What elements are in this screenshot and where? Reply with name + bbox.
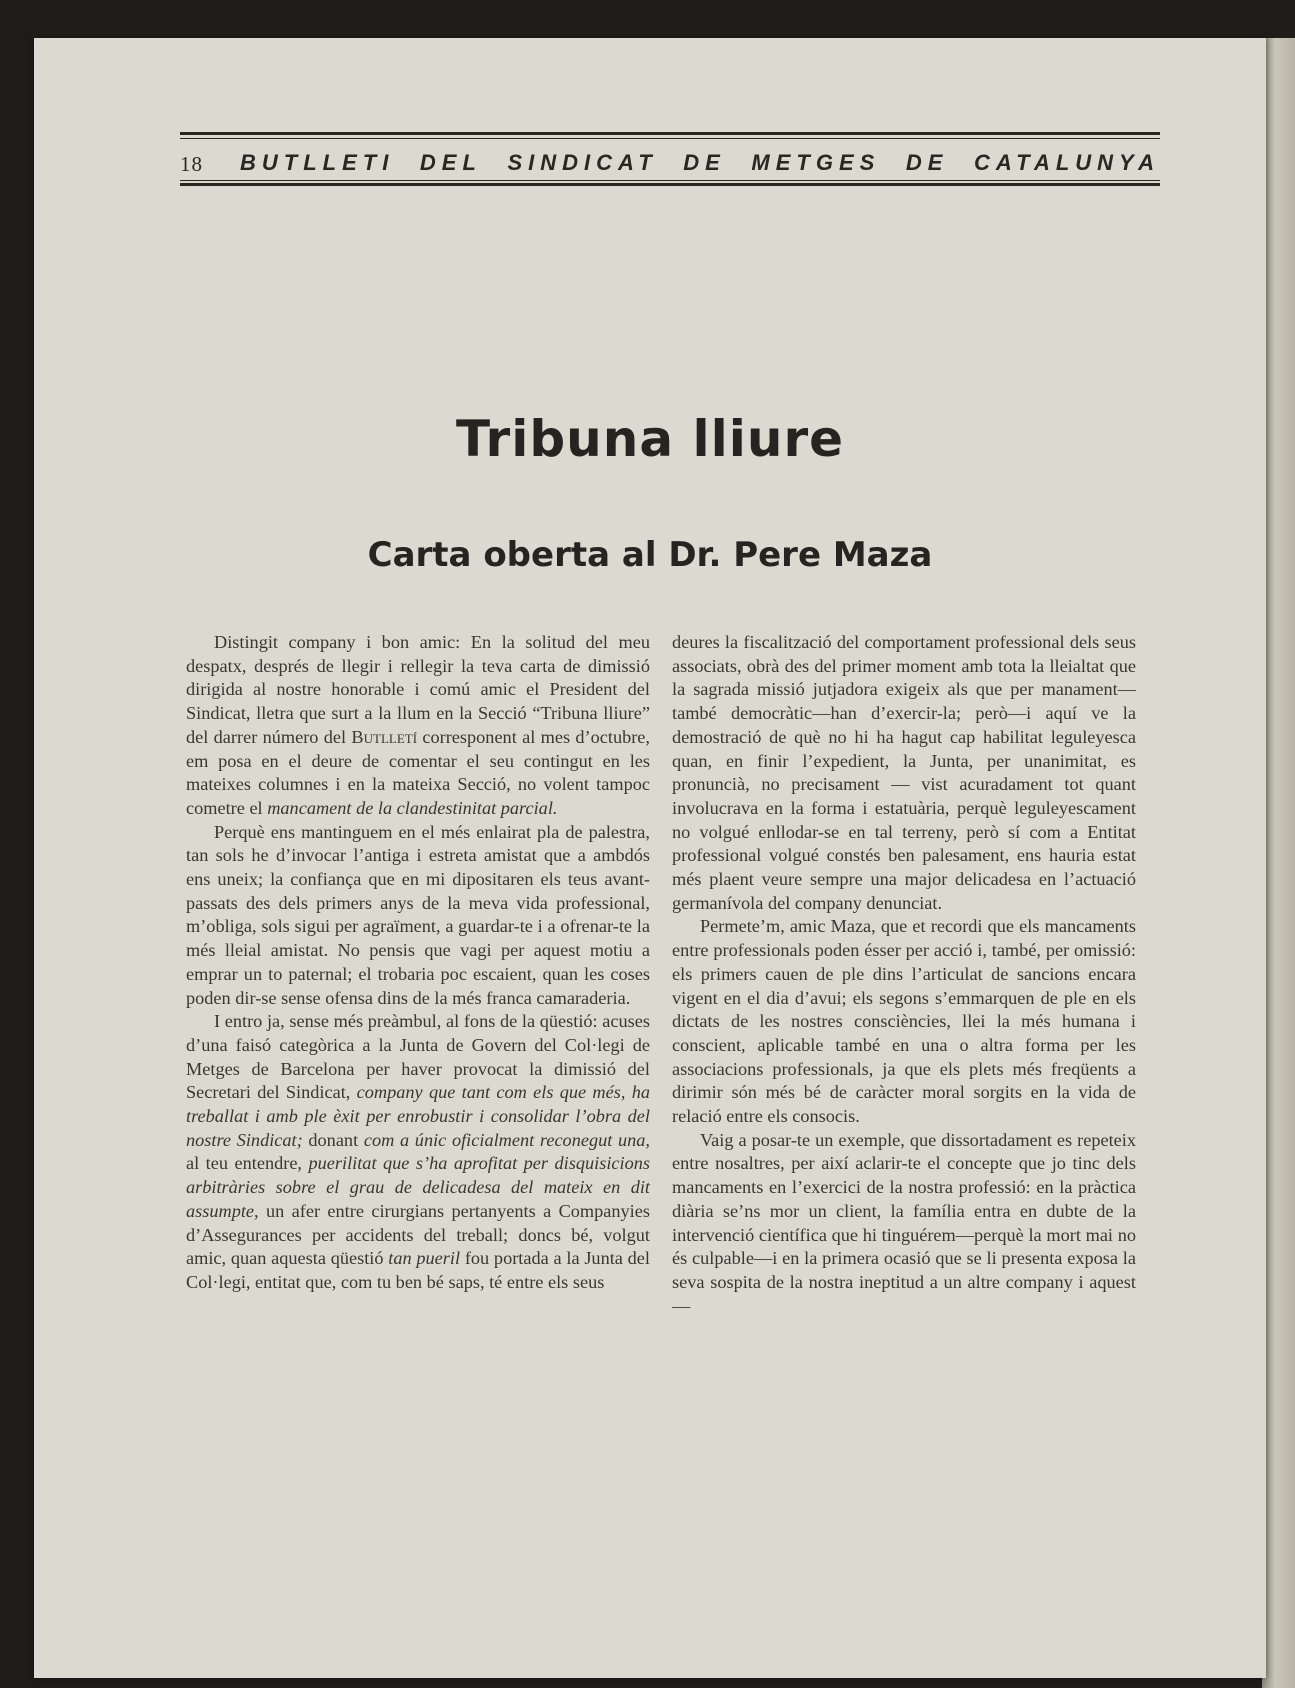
- text-run: corresponent al mes d’octubre, em posa en el deure de comentar el seu contingut en les mateixes columnes i en la mateixa Secció, no volent tampoc cometre el: [186, 726, 650, 818]
- text-run: company que tant com els que més, ha treballat i amb ple èxit per enrobustir i consolidar l’obra del nostre Sindicat;: [186, 1082, 650, 1150]
- text-run: Distingit company i bon amic: En la solitud del meu despatx, després de llegir i rellegir la teva carta de dimissió dirigida al nostre honorable i comú amic el President del Sindicat, lletra que surt a la llum en la Secció “Tribuna lliure” del darrer número del: [186, 632, 650, 747]
- running-head-word: DE: [683, 150, 726, 175]
- paragraph: [186, 631, 650, 821]
- header-rule: [180, 183, 1160, 186]
- right-column: [672, 631, 1136, 1318]
- running-head-word: CATALUNYA: [974, 150, 1160, 175]
- paragraph: [186, 1010, 650, 1294]
- paragraph: Permete’m, amic Maza, que et recordi que els mancaments entre professionals poden ésser per acció i, també, per omissió: els primers cauen de ple dins l’articulat de sancions encara vigent en el dia d’avui; els segons s’emmarquen de ple en els dictats de les nostres consciències, llei la més humana i conscient, aplicable també en una o altra forma per les associacions professionals, ja que els plets més freqüents a dirimir són més bé de caràcter moral sorgits en la vida de relació entre els consocis.: [672, 916, 1136, 1127]
- paragraph: Vaig a posar-te un exemple, que dissortadament es repeteix entre nosaltres, per així aclarir-te el concepte que jo tinc dels mancaments en l’exercici de la nostra professió: en la pràctica diària se’ns mor un client, la família entra en dubte de la intervenció científica que hi tinguérem—perquè la mort mai no és culpable—i en la primera ocasió que se li presenta exposa la seva sospita de la nostra ineptitud a un altre company i aquest—: [672, 1129, 1136, 1316]
- text-run: mancament de la clandestinitat parcial.: [267, 797, 558, 818]
- section-title: Tribuna lliure: [455, 410, 845, 468]
- header-rule: [180, 180, 1160, 181]
- running-head-word: BUTLLETI: [240, 150, 395, 175]
- header-rule: [180, 132, 1160, 135]
- article-title: Carta oberta al Dr. Pere Maza: [367, 535, 933, 575]
- text-run: com a únic oficialment reconegut una,: [363, 1129, 650, 1150]
- page-number: 18: [180, 152, 203, 176]
- text-run: puerilitat que s’ha aprofitat per disquisicions arbitràries sobre el grau de delicadesa del mateix en dit assumpte,: [186, 1153, 650, 1221]
- paragraph: deures la fiscalització del comportament professional dels seus associats, obrà des del primer moment amb tota la lleialtat que la sagrada missió jutjadora exigeix als que per manament—també democràtic—han d’exercir-la; però—i aquí ve la demostració de què no hi ha hagut cap habilitat leguleyesca quan, en finir l’expedient, la Junta, per unanimitat, es pronuncià, no precisament — vist acuradament tot quant involucrava en la forma i estatuària, perquè leguleyescament no volgué enllodar-se en tal terreny, però sí com a Entitat professional volgué constés ben palesament, ens hauria estat més plaent veure sempre una major delicadesa en l’actuació germanívola del company denunciat.: [672, 632, 1136, 913]
- document-page: [34, 38, 1266, 1678]
- text-run: fou portada a la Junta del Col·legi, entitat que, com tu ben bé saps, té entre els seus: [186, 1248, 650, 1292]
- running-head-title: [240, 150, 1160, 176]
- running-head-word: DEL: [419, 150, 482, 175]
- left-column: [186, 631, 650, 1295]
- running-head-word: METGES: [751, 150, 881, 175]
- header-rule: [180, 138, 1160, 139]
- text-run: Butlletí: [351, 726, 418, 747]
- running-head-word: DE: [905, 150, 949, 175]
- text-run: al teu entendre,: [186, 1153, 309, 1174]
- text-run: donant: [302, 1129, 364, 1150]
- adjacent-page-edge: [1262, 38, 1295, 1688]
- running-header: [180, 132, 1160, 188]
- text-run: I entro ja, sense més preàmbul, al fons de la qüestió: acuses d’una faisó categòrica a la Junta de Govern del Col·legi de Metges de Barcelona per haver provocat la dimissió del Secretari del Sindicat,: [186, 1011, 650, 1103]
- running-head-word: SINDICAT: [507, 150, 658, 175]
- text-run: tan pueril: [388, 1248, 461, 1269]
- paragraph: Perquè ens mantinguem en el més enlairat pla de palestra, tan sols he d’invocar l’antiga i estreta amistat que a ambdós ens uneix; la confiança que en mi dipositaren els teus avant-passats des dels primers anys de la meva vida professional, m’obliga, sols sigui per agraïment, a guardar-te i a ofrenar-te la més lleial amistat. No pensis que vagi per aquest motiu a emprar un to paternal; el trobaria poc escaient, quan les coses poden dir-se sense ofensa dins de la més franca camaraderia.: [186, 821, 650, 1008]
- text-run: un afer entre cirurgians pertanyents a Companyies d’Assegurances per accidents del treball; doncs bé, volgut amic, quan aquesta qüestió: [186, 1200, 650, 1269]
